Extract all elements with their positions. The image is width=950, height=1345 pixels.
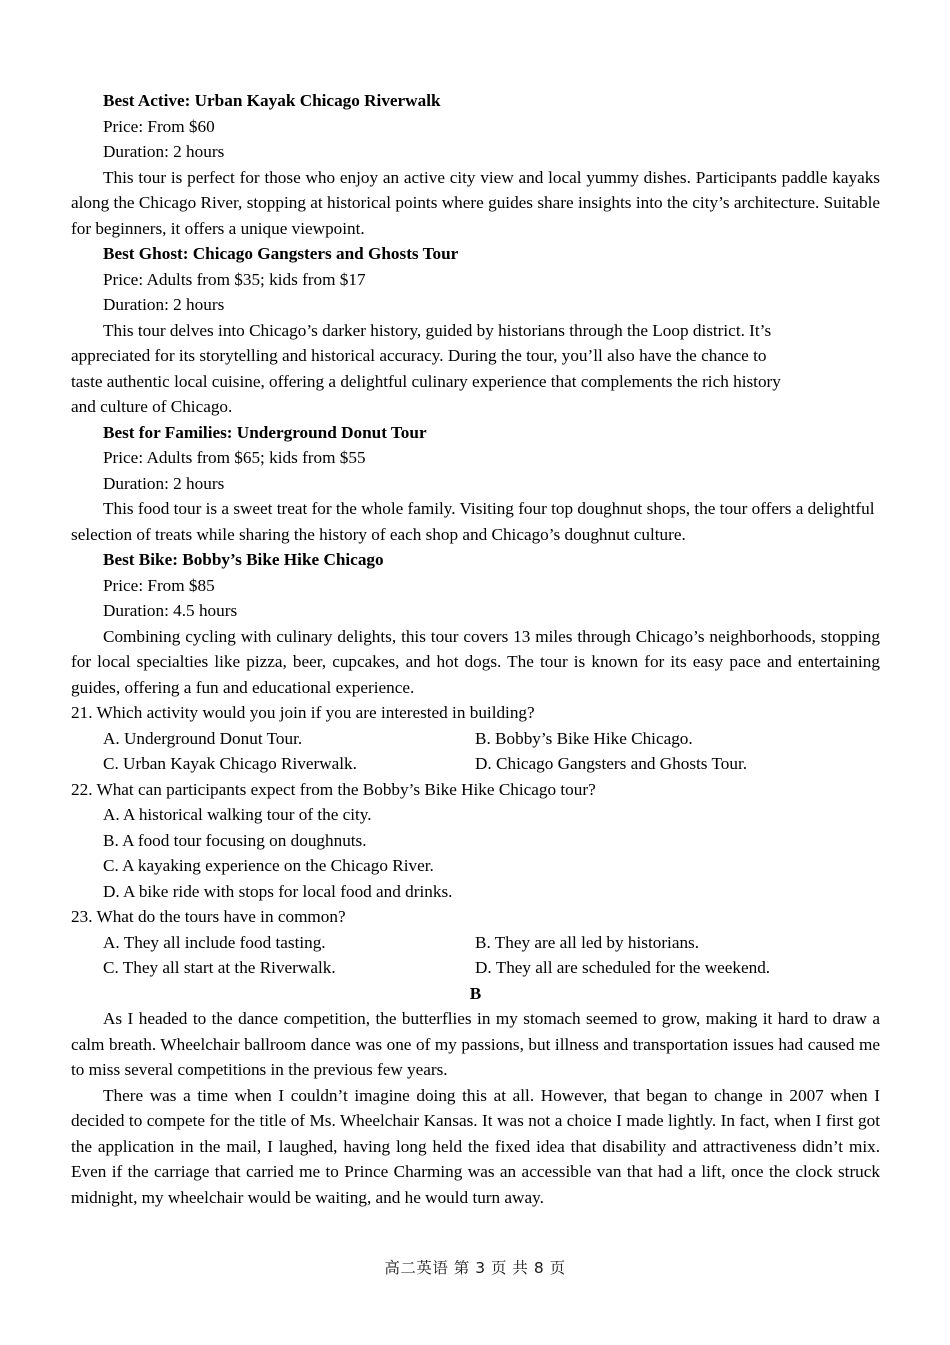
tour-price: Price: From $85	[103, 575, 215, 595]
tour-entry-1	[71, 88, 880, 241]
question-options-row	[71, 930, 880, 956]
tour-description-line: and culture of Chicago.	[71, 397, 233, 416]
tour-title: Best Active: Urban Kayak Chicago Riverwalk	[103, 91, 441, 110]
option-b[interactable]: B. They are all led by historians.	[475, 932, 700, 952]
option-c[interactable]: C. A kayaking experience on the Chicago River.	[103, 856, 434, 875]
footer-text: 高二英语 第 3 页 共 8 页	[384, 1259, 566, 1277]
option-c[interactable]: C. Urban Kayak Chicago Riverwalk.	[103, 754, 357, 773]
option-a[interactable]: A. They all include food tasting.	[103, 932, 326, 952]
tour-description: This food tour is a sweet treat for the whole family. Visiting four top doughnut shops, the tour offers a delightful selection of treats while sharing the history of each shop and Chicago’s doughnut culture.	[71, 499, 875, 544]
question-22	[71, 777, 880, 905]
option-d[interactable]: D. Chicago Gangsters and Ghosts Tour.	[475, 754, 748, 773]
option-b[interactable]: B. A food tour focusing on doughnuts.	[103, 830, 367, 850]
tour-entry-4	[71, 547, 880, 700]
question-options-row	[71, 751, 880, 777]
option-b[interactable]: B. Bobby’s Bike Hike Chicago.	[475, 728, 693, 748]
tour-title: Best for Families: Underground Donut Tour	[103, 422, 427, 442]
tour-duration: Duration: 2 hours	[103, 473, 225, 493]
tour-duration: Duration: 2 hours	[103, 295, 225, 314]
tour-description: This tour is perfect for those who enjoy an active city view and local yummy dishes. Participants paddle kayaks along the Chicago River, stopping at historical points where guides share insights into the city’s architecture. Suitable for beginners, it offers a unique viewpoint.	[71, 167, 880, 238]
option-d[interactable]: D. They all are scheduled for the weekend.	[475, 958, 771, 977]
tour-title: Best Ghost: Chicago Gangsters and Ghosts Tour	[103, 244, 459, 263]
option-c[interactable]: C. They all start at the Riverwalk.	[103, 958, 336, 977]
option-a[interactable]: A. Underground Donut Tour.	[103, 728, 303, 748]
tour-price: Price: Adults from $65; kids from $55	[103, 448, 366, 467]
tour-description-line: appreciated for its storytelling and historical accuracy. During the tour, you’ll also have the chance to	[71, 346, 767, 365]
tour-description-line: taste authentic local cuisine, offering a delightful culinary experience that complements the rich history	[71, 371, 781, 391]
question-21	[71, 700, 880, 777]
tour-price: Price: Adults from $35; kids from $17	[103, 269, 366, 289]
question-stem: 22. What can participants expect from the Bobby’s Bike Hike Chicago tour?	[71, 779, 596, 799]
question-stem: 21. Which activity would you join if you are interested in building?	[71, 703, 535, 722]
page-content	[71, 88, 880, 1210]
passage-b-paragraph-1: As I headed to the dance competition, the butterflies in my stomach seemed to grow, making it hard to draw a calm breath. Wheelchair ballroom dance was one of my passions, but illness and transportation issues had caused me to miss several competitions in the previous few years.	[71, 1009, 880, 1079]
tour-duration: Duration: 2 hours	[103, 142, 225, 161]
tour-entry-3	[71, 420, 880, 548]
question-23	[71, 904, 880, 981]
tour-description-line: This tour delves into Chicago’s darker history, guided by historians through the Loop district. It’s	[103, 320, 772, 340]
tour-duration: Duration: 4.5 hours	[103, 601, 238, 620]
question-options-row	[71, 726, 880, 752]
tour-price: Price: From $60	[103, 116, 215, 136]
tour-entry-2	[71, 241, 880, 420]
option-d[interactable]: D. A bike ride with stops for local food and drinks.	[103, 881, 453, 901]
question-options-row	[71, 955, 880, 981]
passage-b-paragraph-2: There was a time when I couldn’t imagine doing this at all. However, that began to change in 2007 when I decided to compete for the title of Ms. Wheelchair Kansas. It was not a choice I made lightly. In fact, when I first got the application in the mail, I laughed, having long held the fixed idea that disability and attractiveness didn’t mix. Even if the carriage that carried me to Prince Charming was an accessible van that had a lift, once the clock struck midnight, my wheelchair would be waiting, and he would turn away.	[71, 1085, 880, 1207]
section-letter-b: B	[469, 983, 482, 1003]
tour-title: Best Bike: Bobby’s Bike Hike Chicago	[103, 550, 384, 569]
option-a[interactable]: A. A historical walking tour of the city.	[103, 805, 372, 824]
page-footer	[0, 1256, 950, 1278]
question-stem: 23. What do the tours have in common?	[71, 907, 346, 926]
tour-description: Combining cycling with culinary delights, this tour covers 13 miles through Chicago’s neighborhoods, stopping for local specialties like pizza, beer, cupcakes, and hot dogs. The tour is known for its easy pace and entertaining guides, offering a fun and educational experience.	[71, 626, 880, 697]
